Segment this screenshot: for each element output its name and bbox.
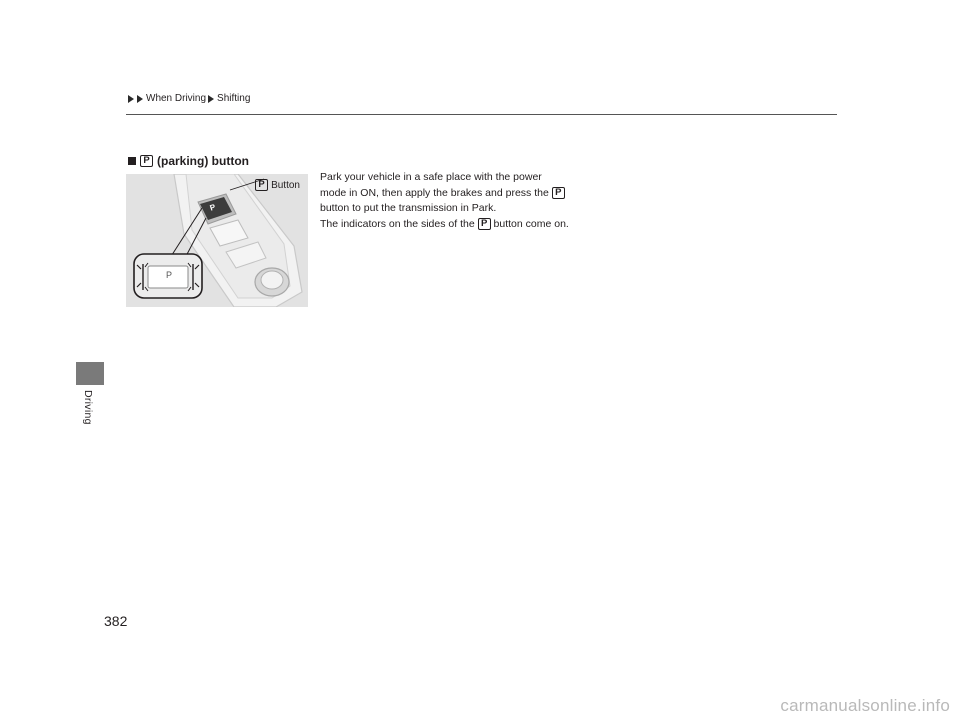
square-bullet-icon	[128, 157, 136, 165]
button-letter: P	[208, 202, 217, 213]
paragraph	[320, 170, 570, 217]
figure-callout	[255, 179, 300, 191]
p-key-icon: P	[140, 155, 153, 167]
inset-letter: P	[166, 270, 173, 280]
console-drawing	[126, 174, 308, 307]
text-run: Park your vehicle in a safe place with the power mode in ON, then apply the brakes and press the	[320, 171, 549, 199]
section-heading	[128, 154, 249, 168]
breadcrumb-item[interactable]: Shifting	[217, 93, 251, 104]
section-title: (parking) button	[157, 154, 249, 168]
watermark: carmanualsonline.info	[780, 696, 950, 715]
breadcrumb	[128, 93, 250, 104]
page-number: 382	[104, 613, 128, 629]
p-key-icon: P	[478, 218, 491, 230]
p-key-icon: P	[255, 179, 268, 191]
chapter-tab	[76, 362, 104, 385]
callout-label: Button	[271, 179, 300, 191]
p-key-icon: P	[552, 187, 565, 199]
text-run: The indicators on the sides of the	[320, 217, 475, 230]
chapter-label: Driving	[82, 390, 94, 425]
instruction-text	[320, 170, 570, 232]
text-run: button to put the transmission in Park.	[320, 202, 497, 214]
breadcrumb-arrow-icon	[208, 95, 214, 103]
paragraph	[320, 217, 570, 233]
breadcrumb-arrow-icon	[128, 95, 134, 103]
breadcrumb-item[interactable]: When Driving	[146, 93, 207, 104]
text-run: button come on.	[493, 217, 569, 230]
parking-button-illustration	[126, 174, 308, 307]
header-divider	[126, 114, 837, 115]
breadcrumb-arrow-icon	[137, 95, 143, 103]
